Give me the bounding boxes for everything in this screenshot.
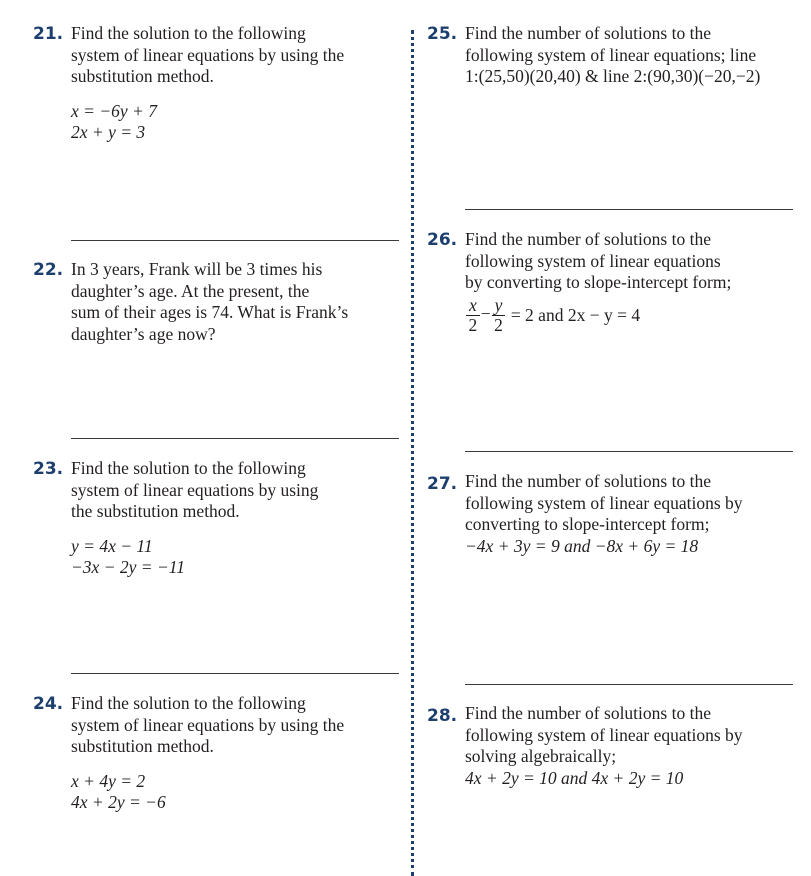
- problem-text-line: following system of linear equations by: [465, 724, 743, 745]
- fraction-x-over-2: $\frac{x}{2}$: [466, 296, 480, 335]
- problem-text-line: Find the solution to the following: [71, 23, 306, 43]
- problem-28: [427, 703, 807, 789]
- equation: y = 4x − 11: [71, 535, 153, 556]
- problem-number: 23.: [33, 459, 64, 479]
- problem-21: [33, 23, 403, 144]
- problem-text-line: daughter’s age. At the present, the: [71, 280, 310, 301]
- problem-text-line: 1:(25,50)(20,40) & line 2:(90,30)(−20,−2): [465, 66, 761, 86]
- problem-text-line: daughter’s age now?: [71, 323, 216, 344]
- answer-line: [465, 684, 793, 685]
- problem-25: [427, 23, 807, 88]
- minus-sign: −: [480, 303, 491, 324]
- problem-24: [33, 693, 403, 814]
- fraction-y-over-2: $\frac{y}{2}$: [492, 296, 506, 335]
- problem-text-line: substitution method.: [71, 736, 214, 756]
- problem-text-line: following system of linear equations: [465, 250, 721, 271]
- problem-number: 28.: [427, 706, 458, 726]
- problem-text-line: following system of linear equations; line: [465, 44, 757, 65]
- problem-text-line: the substitution method.: [71, 501, 240, 521]
- problem-23: [33, 458, 403, 579]
- answer-line: [71, 673, 399, 674]
- answer-line: [465, 209, 793, 210]
- problem-number: 22.: [33, 260, 64, 280]
- problem-text-line: substitution method.: [71, 66, 214, 86]
- problem-text-line: Find the solution to the following: [71, 458, 306, 478]
- problem-text-line: Find the number of solutions to the: [465, 229, 711, 249]
- problem-text-line: solving algebraically;: [465, 746, 617, 766]
- problem-text-line: Find the number of solutions to the: [465, 703, 711, 723]
- equation-tail: = 2 and 2x − y = 4: [510, 304, 641, 325]
- equation: 4x + 2y = 10 and 4x + 2y = 10: [465, 767, 684, 788]
- problem-22: [33, 259, 403, 345]
- equation: −3x − 2y = −11: [71, 557, 185, 577]
- fraction-equation: [465, 296, 807, 335]
- problem-number: 21.: [33, 24, 64, 44]
- answer-line: [71, 240, 399, 241]
- problem-text-line: Find the solution to the following: [71, 693, 306, 713]
- problem-text-line: sum of their ages is 74. What is Frank’s: [71, 302, 349, 322]
- problem-text-line: In 3 years, Frank will be 3 times his: [71, 259, 323, 279]
- problem-text-line: Find the number of solutions to the: [465, 23, 711, 43]
- equation: 2x + y = 3: [71, 122, 146, 142]
- equation: −4x + 3y = 9 and −8x + 6y = 18: [465, 535, 699, 556]
- answer-line: [465, 451, 793, 452]
- problem-number: 25.: [427, 24, 458, 44]
- problem-number: 24.: [33, 694, 64, 714]
- problem-number: 27.: [427, 474, 458, 494]
- problem-text-line: Find the number of solutions to the: [465, 471, 711, 491]
- column-divider: [411, 30, 414, 876]
- problem-text-line: following system of linear equations by: [465, 492, 743, 513]
- answer-line: [71, 438, 399, 439]
- equation: 4x + 2y = −6: [71, 792, 166, 812]
- problem-text-line: converting to slope-intercept form;: [465, 514, 710, 534]
- equation: x = −6y + 7: [71, 100, 157, 121]
- problem-number: 26.: [427, 230, 458, 250]
- problem-text-line: system of linear equations by using the: [71, 44, 345, 65]
- problem-27: [427, 471, 807, 557]
- equation: x + 4y = 2: [71, 770, 146, 791]
- problem-text-line: system of linear equations by using: [71, 479, 319, 500]
- problem-text-line: by converting to slope-intercept form;: [465, 272, 732, 292]
- problem-text-line: system of linear equations by using the: [71, 714, 345, 735]
- problem-26: [427, 229, 807, 335]
